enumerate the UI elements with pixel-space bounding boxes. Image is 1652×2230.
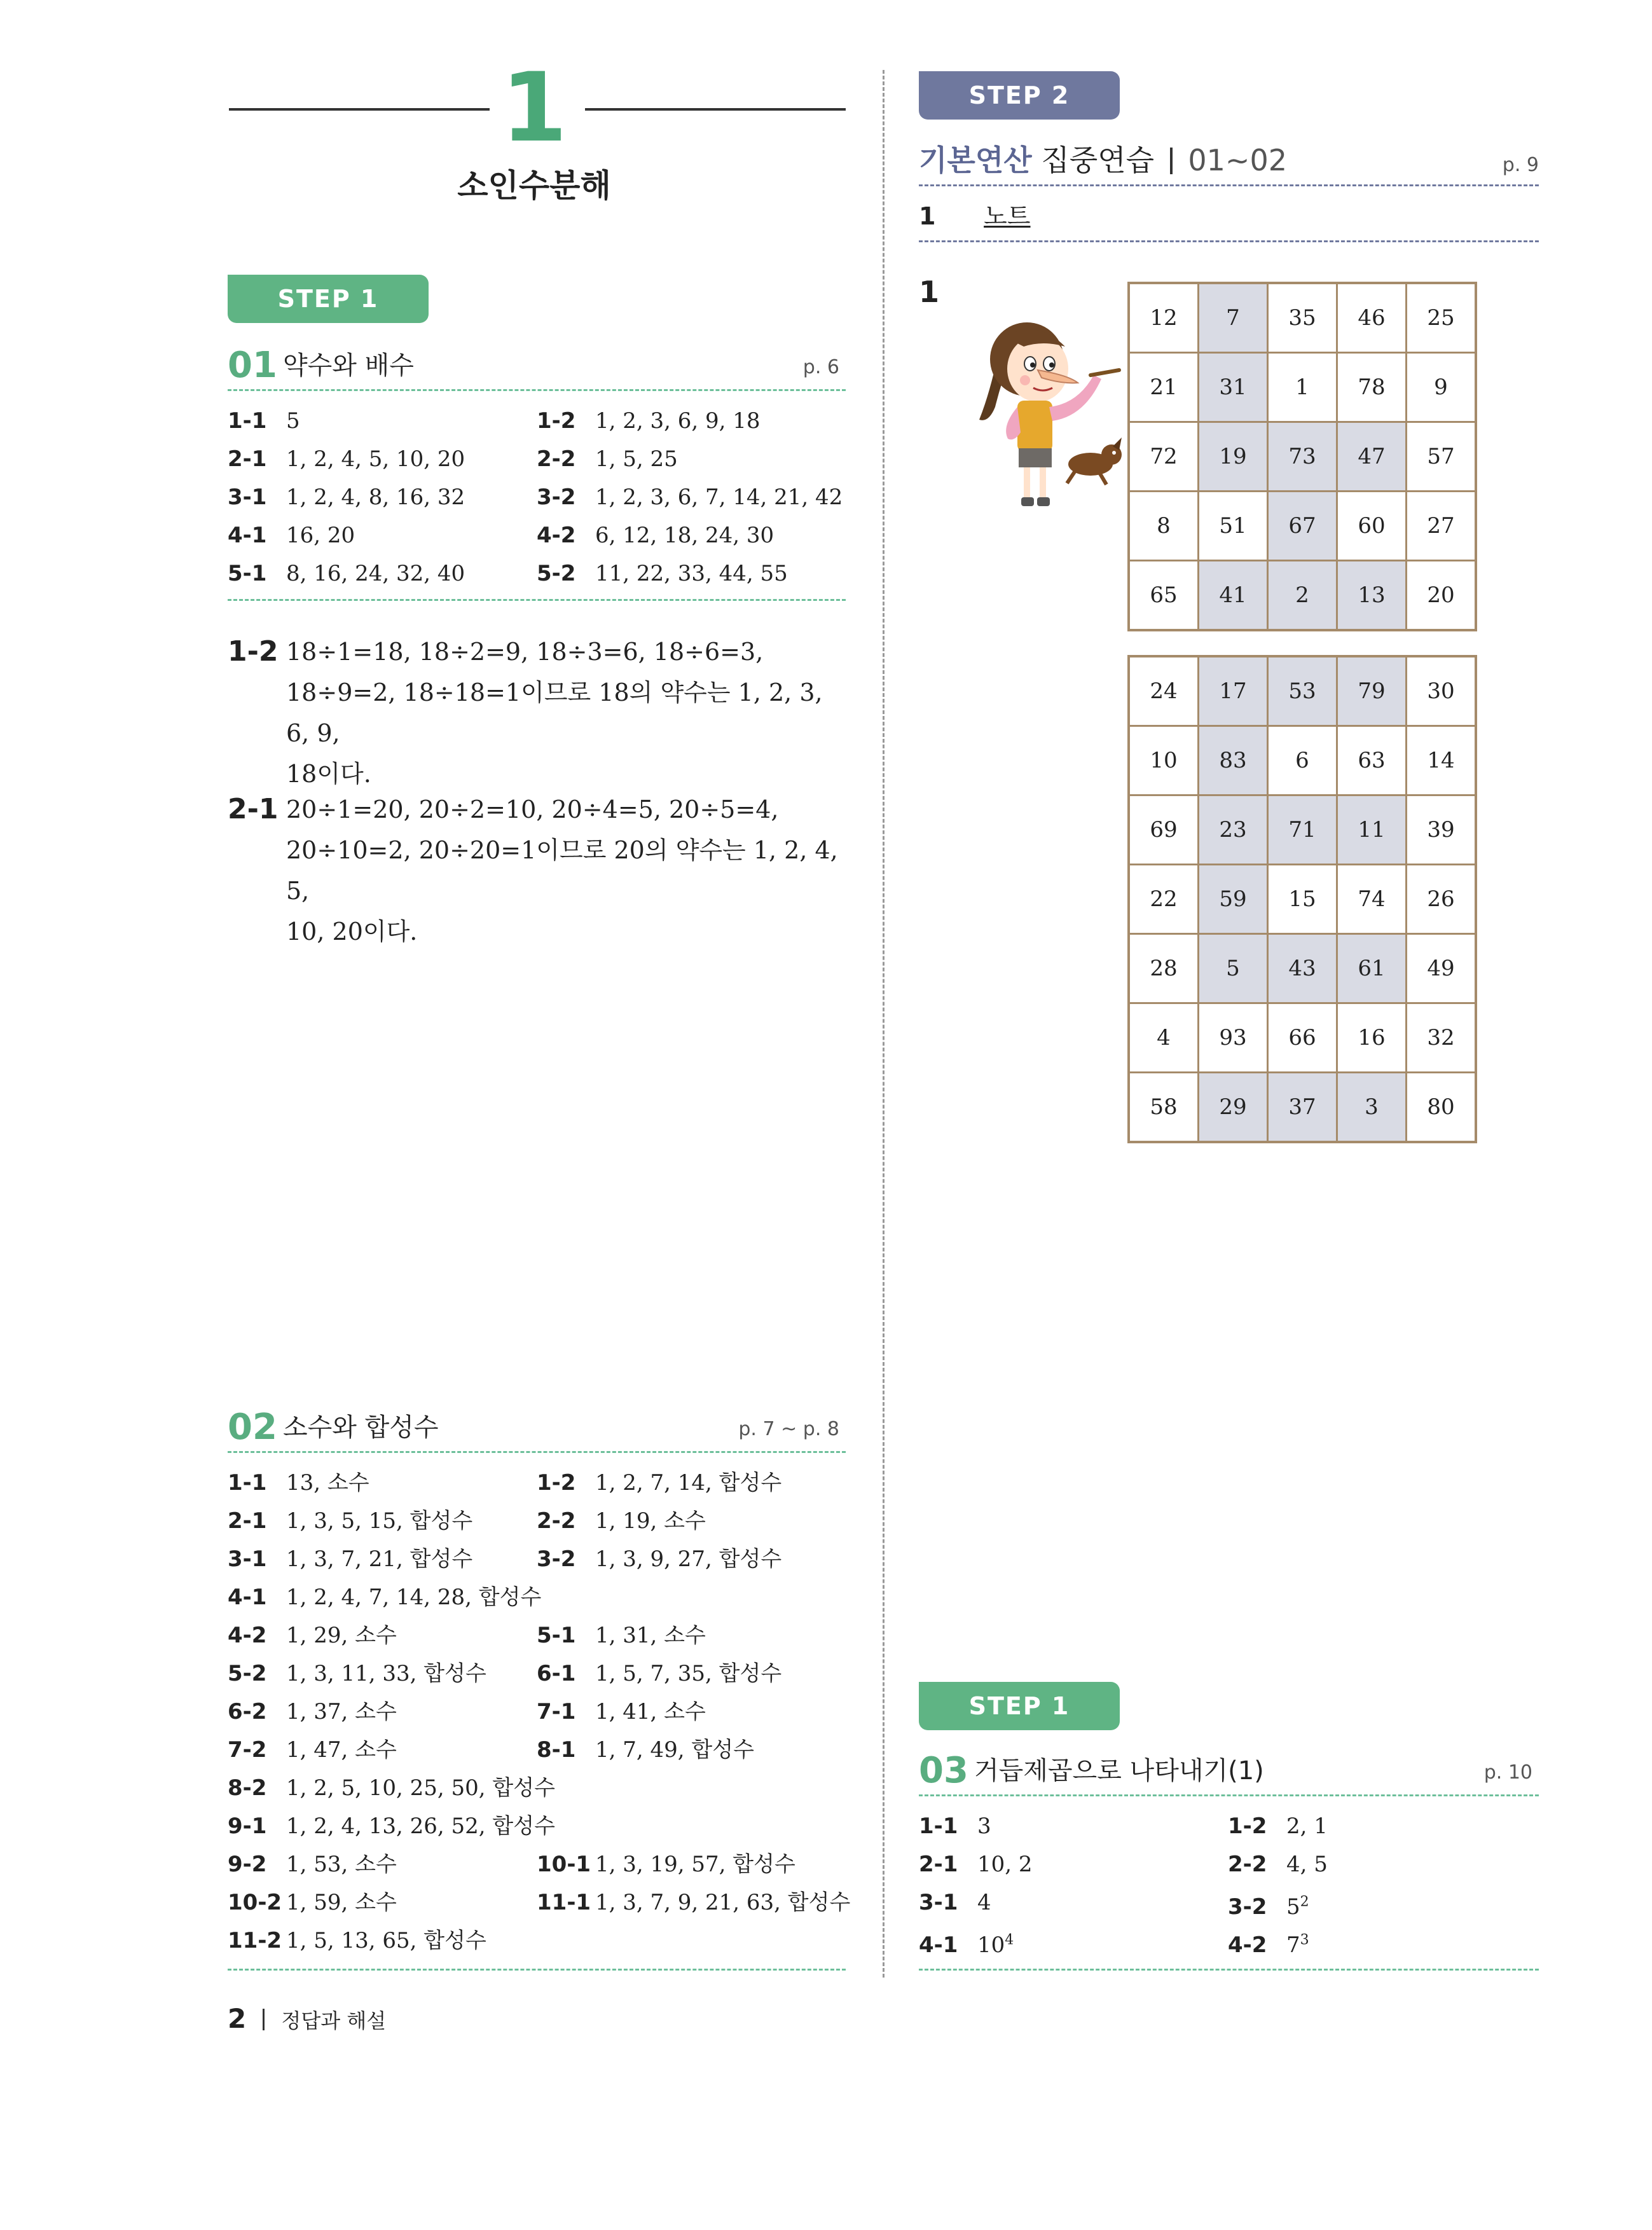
- section-01-number: 01: [228, 345, 277, 386]
- answer-key: 2-1: [919, 1852, 958, 1877]
- answer-key: 4-2: [228, 1623, 267, 1648]
- practice-page: p. 9: [1502, 154, 1539, 176]
- answer-item: [228, 485, 465, 510]
- answer-key: 1-1: [919, 1814, 958, 1839]
- grid-cell: 35: [1269, 284, 1336, 352]
- grid-cell-shaded: 59: [1199, 865, 1267, 933]
- grid-cell-shaded: 73: [1269, 423, 1336, 490]
- grid-cell-shaded: 37: [1269, 1073, 1336, 1141]
- answer-key: 4-1: [228, 1585, 267, 1610]
- chapter-rule-right: [585, 108, 846, 111]
- grid-cell: 25: [1407, 284, 1475, 352]
- section-02-title: 소수와 합성수: [283, 1413, 439, 1442]
- answer-value: 5: [286, 408, 300, 434]
- grid-cell-shaded: 47: [1338, 423, 1405, 490]
- section-03-title: 거듭제곱으로 나타내기(1): [974, 1756, 1264, 1786]
- answer-key: 8-2: [228, 1775, 267, 1801]
- grid-cell: 63: [1338, 727, 1405, 794]
- explanation-line: 20÷1=20, 20÷2=10, 20÷4=5, 20÷5=4,: [286, 795, 779, 823]
- explanation-key: 2-1: [228, 793, 279, 825]
- answer-item: [228, 1470, 369, 1496]
- grid-cell-shaded: 71: [1269, 796, 1336, 864]
- grid-cell: 1: [1269, 354, 1336, 421]
- answer-item: [537, 523, 774, 548]
- practice-title-rest: 집중연습: [1041, 143, 1155, 177]
- number-grid-1: [1127, 282, 1477, 631]
- section-01-rule-bottom: [228, 599, 846, 601]
- explanation-line: 18÷9=2, 18÷18=1이므로 18의 약수는 1, 2, 3, 6, 9,: [286, 678, 823, 747]
- answer-key: 2-2: [1228, 1852, 1267, 1877]
- grid-cell: 65: [1130, 561, 1197, 629]
- answer-key: 5-2: [537, 561, 576, 586]
- grid-cell-shaded: 61: [1338, 935, 1405, 1002]
- answer-item: [228, 1661, 486, 1686]
- grid-cell-shaded: 29: [1199, 1073, 1267, 1141]
- answer-key: 5-1: [228, 561, 267, 586]
- answer-item: [919, 1814, 991, 1839]
- answer-value: $5^2$: [1286, 1894, 1309, 1920]
- answer-item: [228, 1737, 397, 1763]
- answer-value: 1, 47, 소수: [286, 1737, 397, 1763]
- answer-key: 3-2: [537, 1546, 576, 1572]
- explanation-line: 18이다.: [286, 760, 371, 788]
- step1-badge-right: STEP 1: [919, 1682, 1120, 1730]
- chapter-title: 소인수분해: [457, 167, 611, 204]
- footer-page-number: 2: [228, 2003, 247, 2034]
- answer-key: 4-2: [537, 523, 576, 548]
- grid-cell: 58: [1130, 1073, 1197, 1141]
- grid-cell: 10: [1130, 727, 1197, 794]
- grid-cell: 32: [1407, 1004, 1475, 1071]
- chapter-rule-left: [229, 108, 490, 111]
- answer-exponent: 2: [1300, 1894, 1309, 1910]
- answer-key: 2-2: [537, 446, 576, 472]
- answer-value: 1, 29, 소수: [286, 1623, 397, 1648]
- answer-item: [228, 1775, 555, 1801]
- answer-key: 4-1: [919, 1932, 958, 1958]
- answer-value: $7^3$: [1286, 1932, 1309, 1958]
- answer-item: [1228, 1852, 1328, 1877]
- answer-item: [537, 485, 843, 510]
- grid-cell: 12: [1130, 284, 1197, 352]
- footer-separator: [263, 2009, 265, 2030]
- answer-key: 10-2: [228, 1890, 282, 1915]
- explanation-line: 20÷10=2, 20÷20=1이므로 20의 약수는 1, 2, 4, 5,: [286, 836, 838, 905]
- practice-item-1-text: 노트: [984, 202, 1031, 230]
- number-grid-2: [1127, 655, 1477, 1143]
- answer-value: 2, 1: [1286, 1814, 1328, 1839]
- answer-item: [919, 1890, 991, 1915]
- answer-key: 6-2: [228, 1699, 267, 1724]
- section-02-number: 02: [228, 1407, 277, 1448]
- answer-item: [537, 1852, 795, 1877]
- answer-value: 1, 3, 9, 27, 합성수: [595, 1546, 782, 1572]
- answer-value: 1, 59, 소수: [286, 1890, 397, 1915]
- answer-key: 9-2: [228, 1852, 267, 1877]
- answer-key: 2-2: [537, 1508, 576, 1534]
- answer-key: 3-2: [537, 485, 576, 510]
- grid-cell-shaded: 31: [1199, 354, 1267, 421]
- grid-cell: 6: [1269, 727, 1336, 794]
- practice-rule-mid: [919, 240, 1539, 242]
- section-02-page: p. 7 ~ p. 8: [738, 1418, 839, 1440]
- answer-key: 3-2: [1228, 1894, 1267, 1920]
- answer-item: [537, 446, 678, 472]
- footer: [228, 2003, 386, 2037]
- answer-item: [1228, 1928, 1309, 1958]
- answer-value: 1, 3, 11, 33, 합성수: [286, 1661, 486, 1686]
- answer-item: [228, 1623, 397, 1648]
- dog-figure: [1067, 437, 1122, 485]
- grid-cell: 49: [1407, 935, 1475, 1002]
- answer-item: [537, 408, 761, 434]
- answer-value: 1, 3, 5, 15, 합성수: [286, 1508, 473, 1534]
- answer-key: 3-1: [228, 1546, 267, 1572]
- grid-cell-shaded: 13: [1338, 561, 1405, 629]
- answer-value: 3: [977, 1814, 991, 1839]
- grid-cell: 80: [1407, 1073, 1475, 1141]
- grid-cell: 93: [1199, 1004, 1267, 1071]
- grid-cell: 30: [1407, 657, 1475, 725]
- answer-value: 11, 22, 33, 44, 55: [595, 561, 788, 586]
- girl-illustration: [967, 312, 1125, 515]
- answer-key: 10-1: [537, 1852, 591, 1877]
- grid-cell: 72: [1130, 423, 1197, 490]
- answer-value: 16, 20: [286, 523, 355, 548]
- answer-value: 13, 소수: [286, 1470, 369, 1496]
- answer-value: 1, 5, 13, 65, 합성수: [286, 1928, 486, 1953]
- grid-cell-shaded: 17: [1199, 657, 1267, 725]
- answer-value: 1, 3, 7, 21, 합성수: [286, 1546, 473, 1572]
- answer-value: 1, 41, 소수: [595, 1699, 706, 1724]
- answer-value: 1, 2, 4, 8, 16, 32: [286, 485, 465, 510]
- answer-exponent: 3: [1300, 1932, 1309, 1948]
- grid-cell-shaded: 83: [1199, 727, 1267, 794]
- answer-item: [228, 1585, 541, 1610]
- answer-exponent: 4: [1005, 1932, 1014, 1948]
- answer-value: 1, 2, 4, 7, 14, 28, 합성수: [286, 1585, 542, 1610]
- section-03-number: 03: [919, 1750, 968, 1791]
- grid-cell-shaded: 5: [1199, 935, 1267, 1002]
- answer-item: [919, 1852, 1033, 1877]
- answer-key: 11-1: [537, 1890, 591, 1915]
- grid-cell: 60: [1338, 492, 1405, 560]
- grid-cell: 8: [1130, 492, 1197, 560]
- footer-label: 정답과 해설: [281, 2009, 387, 2033]
- practice-item-1: [919, 198, 1031, 234]
- grid-cell-shaded: 11: [1338, 796, 1405, 864]
- answer-value: 1, 3, 7, 9, 21, 63, 합성수: [595, 1890, 851, 1915]
- answer-value: $10^4$: [977, 1932, 1014, 1958]
- answer-value: 10, 2: [977, 1852, 1033, 1877]
- grid-cell: 20: [1407, 561, 1475, 629]
- answer-item: [537, 1661, 781, 1686]
- answer-value: 1, 2, 3, 6, 9, 18: [595, 408, 761, 434]
- answer-item: [537, 1470, 781, 1496]
- answer-value: 1, 2, 7, 14, 합성수: [595, 1470, 782, 1496]
- answer-item: [228, 1508, 472, 1534]
- answer-key: 5-2: [228, 1661, 267, 1686]
- answer-item: [228, 446, 465, 472]
- chapter-number: 1: [500, 53, 568, 163]
- answer-item: [228, 561, 465, 586]
- answer-key: 8-1: [537, 1737, 576, 1763]
- answer-value: 1, 2, 5, 10, 25, 50, 합성수: [286, 1775, 555, 1801]
- grid-cell: 74: [1338, 865, 1405, 933]
- answer-value: 6, 12, 18, 24, 30: [595, 523, 774, 548]
- grid-cell: 78: [1338, 354, 1405, 421]
- answer-item: [537, 1699, 706, 1724]
- grid-cell: 14: [1407, 727, 1475, 794]
- section-02-rule-top: [228, 1451, 846, 1453]
- answer-key: 7-1: [537, 1699, 576, 1724]
- answer-item: [537, 1546, 781, 1572]
- answer-item: [537, 1623, 706, 1648]
- answer-item: [1228, 1814, 1328, 1839]
- explanation-line: 18÷1=18, 18÷2=9, 18÷3=6, 18÷6=3,: [286, 638, 764, 666]
- answer-key: 1-2: [537, 408, 576, 434]
- girl-figure: [979, 322, 1119, 506]
- section-02-rule-bottom: [228, 1969, 846, 1971]
- answer-item: [537, 1890, 850, 1915]
- section-03-rule-bottom: [919, 1969, 1539, 1971]
- practice-title-bold: 기본연산: [919, 143, 1032, 177]
- grid-cell-shaded: 2: [1269, 561, 1336, 629]
- grid-cell-shaded: 67: [1269, 492, 1336, 560]
- grid-cell: 51: [1199, 492, 1267, 560]
- grid-cell-shaded: 7: [1199, 284, 1267, 352]
- grid-cell-shaded: 3: [1338, 1073, 1405, 1141]
- answer-item: [537, 1737, 754, 1763]
- column-divider: [883, 70, 885, 1978]
- practice-range: 01~02: [1188, 143, 1287, 177]
- answer-key: 11-2: [228, 1928, 282, 1953]
- grid-cell-shaded: 19: [1199, 423, 1267, 490]
- answer-item: [228, 1546, 472, 1572]
- answer-item: [228, 1890, 397, 1915]
- practice-rule-top: [919, 184, 1539, 186]
- answer-value: 1, 5, 25: [595, 446, 678, 472]
- explanation-text: [286, 789, 852, 952]
- answer-key: 2-1: [228, 1508, 267, 1534]
- section-01-title: 약수와 배수: [283, 351, 414, 380]
- answer-value: 1, 31, 소수: [595, 1623, 706, 1648]
- answer-item: [228, 1699, 397, 1724]
- grid-cell: 9: [1407, 354, 1475, 421]
- answer-value: 1, 5, 7, 35, 합성수: [595, 1661, 782, 1686]
- explanation-text: [286, 631, 852, 794]
- answer-value: 1, 37, 소수: [286, 1699, 397, 1724]
- answer-value: 1, 19, 소수: [595, 1508, 706, 1534]
- answer-item: [228, 1852, 397, 1877]
- grid-cell: 46: [1338, 284, 1405, 352]
- answer-key: 5-1: [537, 1623, 576, 1648]
- section-03-page: p. 10: [1483, 1761, 1532, 1784]
- grid-cell: 15: [1269, 865, 1336, 933]
- grid-cell-shaded: 79: [1338, 657, 1405, 725]
- grid-cell-shaded: 53: [1269, 657, 1336, 725]
- answer-value: 1, 2, 4, 13, 26, 52, 합성수: [286, 1814, 555, 1839]
- answer-item: [228, 1928, 486, 1953]
- answer-key: 4-2: [1228, 1932, 1267, 1958]
- answer-value: 4: [977, 1890, 991, 1915]
- explanation-line: 10, 20이다.: [286, 918, 418, 946]
- section-01-rule-top: [228, 389, 846, 391]
- answer-value: 8, 16, 24, 32, 40: [286, 561, 465, 586]
- practice-heading: [919, 141, 1287, 179]
- grid-cell: 27: [1407, 492, 1475, 560]
- answer-key: 4-1: [228, 523, 267, 548]
- answer-value: 1, 3, 19, 57, 합성수: [595, 1852, 795, 1877]
- section-03-rule-top: [919, 1794, 1539, 1796]
- answer-item: [228, 408, 300, 434]
- answer-value: 1, 53, 소수: [286, 1852, 397, 1877]
- grid-cell: 21: [1130, 354, 1197, 421]
- grid-cell: 22: [1130, 865, 1197, 933]
- answer-item: [537, 1508, 706, 1534]
- answer-key: 2-1: [228, 446, 267, 472]
- answer-key: 6-1: [537, 1661, 576, 1686]
- grid-cell-shaded: 41: [1199, 561, 1267, 629]
- grid-cell: 57: [1407, 423, 1475, 490]
- grid-cell: 24: [1130, 657, 1197, 725]
- grid-cell: 4: [1130, 1004, 1197, 1071]
- grid-cell-shaded: 43: [1269, 935, 1336, 1002]
- answer-key: 1-2: [537, 1470, 576, 1496]
- practice-title-separator: [1170, 148, 1173, 174]
- grid-cell: 16: [1338, 1004, 1405, 1071]
- answer-key: 3-1: [228, 485, 267, 510]
- answer-value: 1, 7, 49, 합성수: [595, 1737, 754, 1763]
- answer-item: [228, 1814, 555, 1839]
- answer-key: 1-1: [228, 408, 267, 434]
- section-01-page: p. 6: [802, 356, 839, 378]
- answer-value: 1, 2, 3, 6, 7, 14, 21, 42: [595, 485, 843, 510]
- answer-key: 7-2: [228, 1737, 267, 1763]
- answer-value: 1, 2, 4, 5, 10, 20: [286, 446, 465, 472]
- answer-item: [537, 561, 788, 586]
- answer-key: 3-1: [919, 1890, 958, 1915]
- step1-badge-left: STEP 1: [228, 275, 429, 323]
- grid-cell: 69: [1130, 796, 1197, 864]
- answer-item: [919, 1928, 1014, 1958]
- grid-cell: 39: [1407, 796, 1475, 864]
- grid-cell: 26: [1407, 865, 1475, 933]
- answer-key: 9-1: [228, 1814, 267, 1839]
- practice-item-1-number: 1: [919, 202, 936, 230]
- step2-badge: STEP 2: [919, 71, 1120, 120]
- answer-item: [228, 523, 355, 548]
- grid-cell-shaded: 23: [1199, 796, 1267, 864]
- grid-cell: 28: [1130, 935, 1197, 1002]
- answer-key: 1-2: [1228, 1814, 1267, 1839]
- grid-cell: 66: [1269, 1004, 1336, 1071]
- answer-item: [1228, 1890, 1309, 1920]
- answer-key: 1-1: [228, 1470, 267, 1496]
- answer-value: 4, 5: [1286, 1852, 1328, 1877]
- grid-label: 1: [919, 275, 940, 309]
- explanation-key: 1-2: [228, 635, 279, 668]
